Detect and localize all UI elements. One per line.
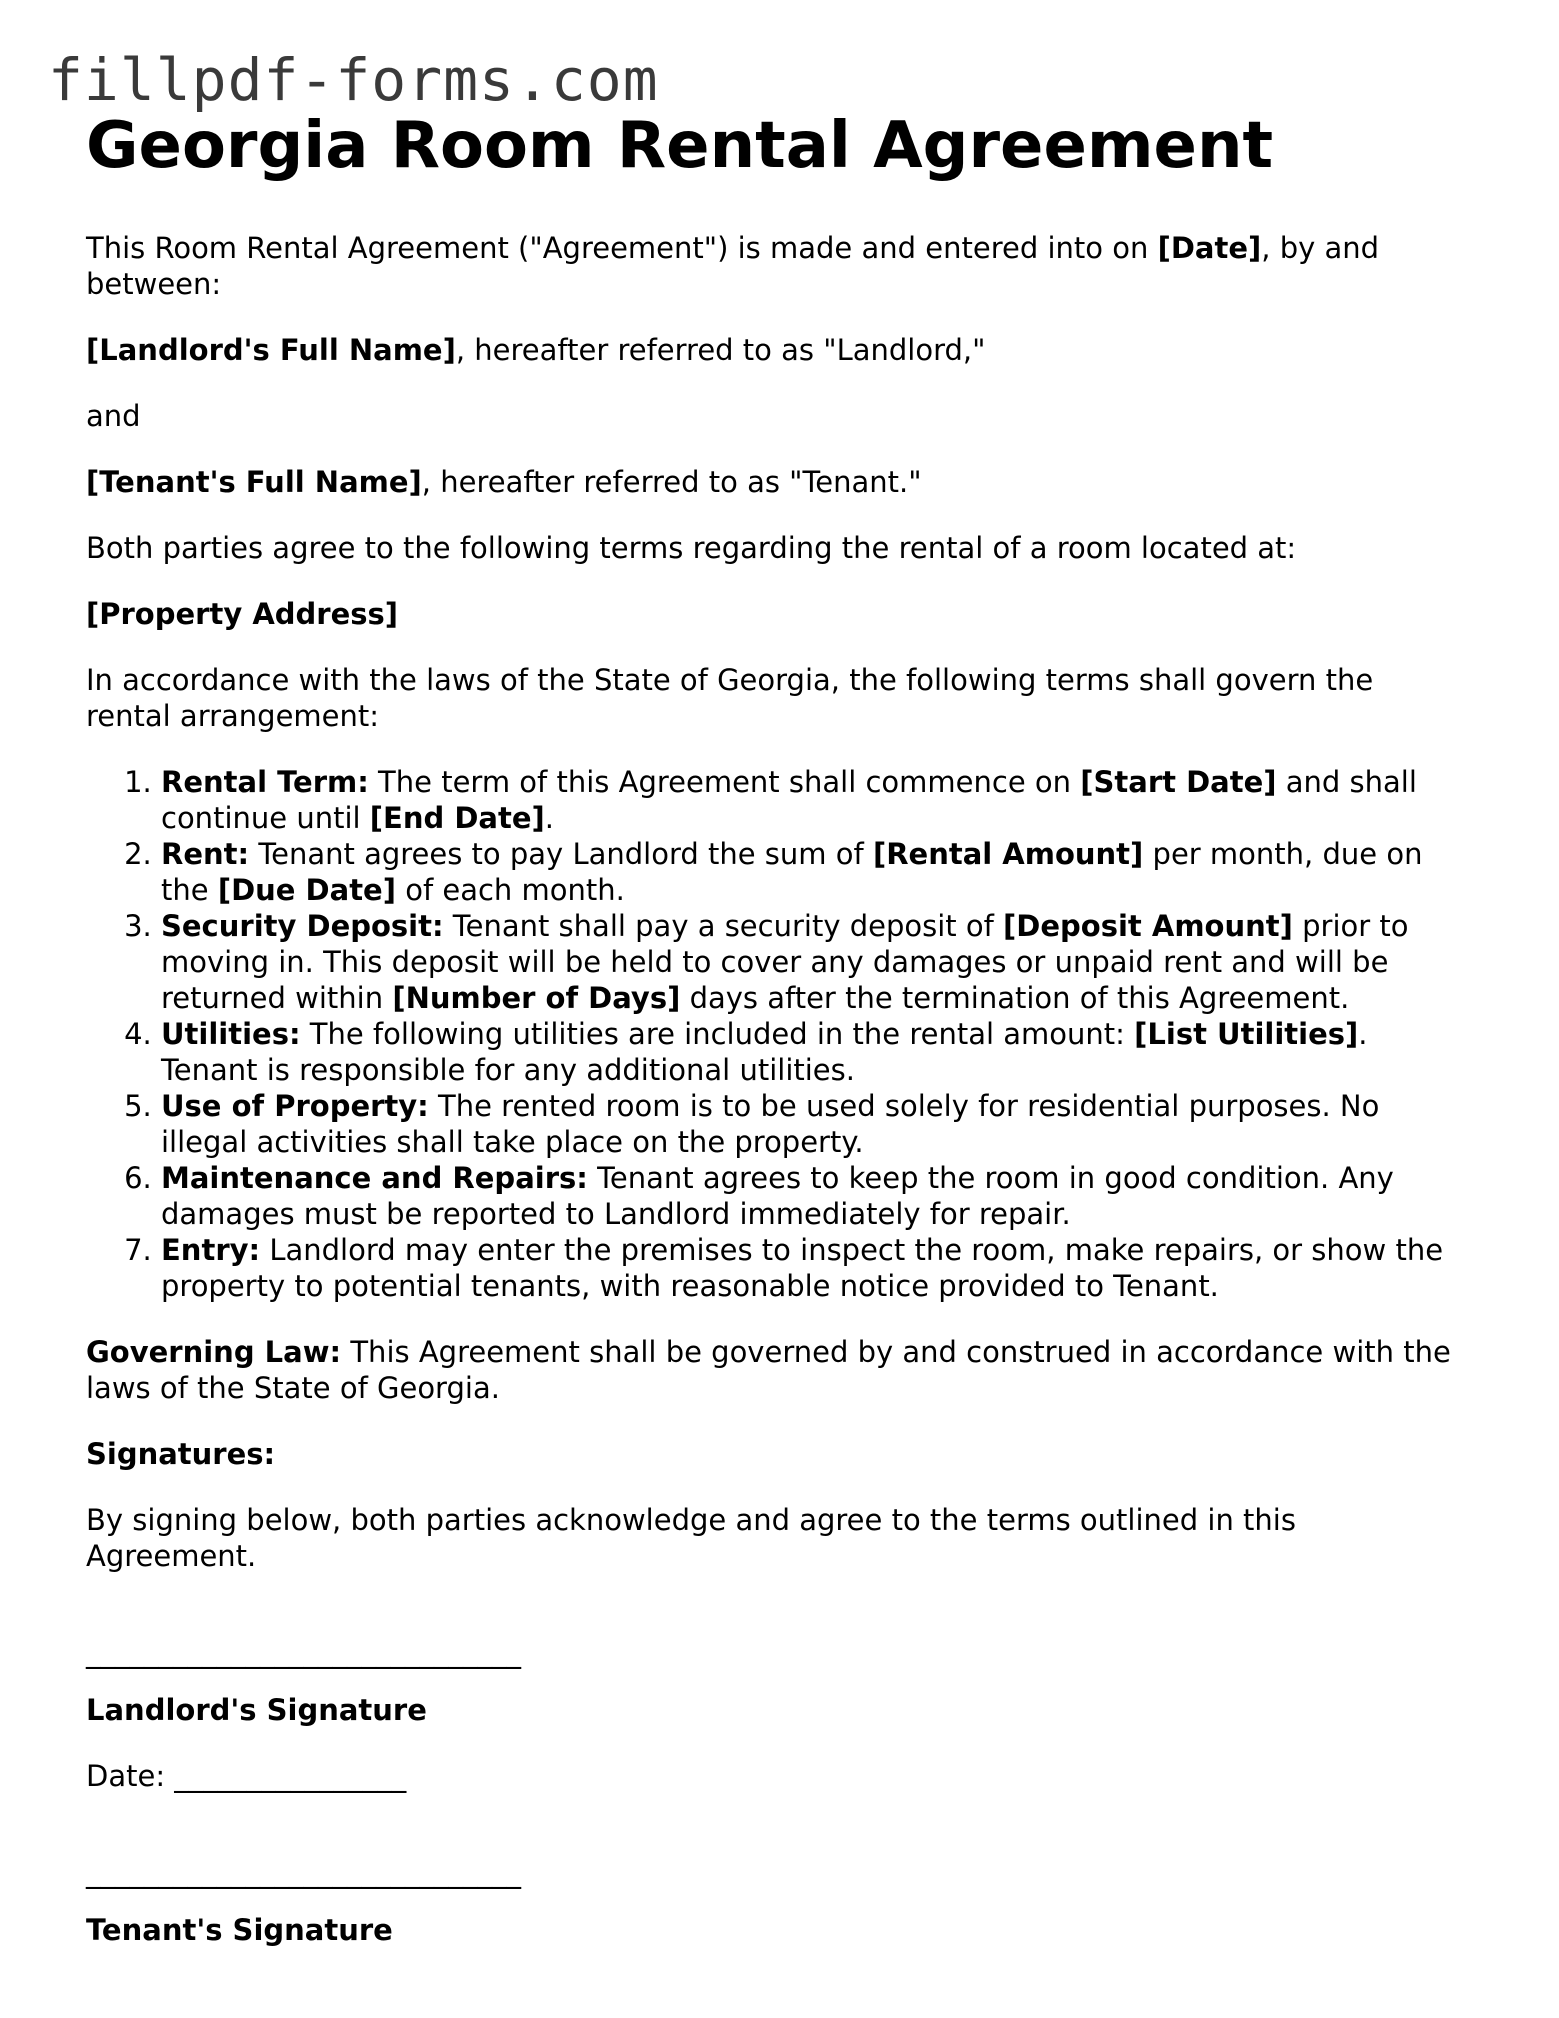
acknowledge-paragraph: By signing below, both parties acknowledge and agree to the terms outlined in this Agreement. (86, 1503, 1296, 1573)
term-security-deposit (161, 908, 1466, 1016)
tenant-name-placeholder: [Tenant's Full Name] (86, 465, 422, 499)
term-use-of-property (161, 1088, 1466, 1160)
landlord-paragraph (86, 332, 1466, 368)
document-title: Georgia Room Rental Agreement (86, 109, 1274, 183)
term-entry (161, 1232, 1466, 1304)
tenant-signature-label-text: Tenant's Signature (86, 1913, 393, 1947)
term-text: . (544, 801, 554, 835)
term-text: Tenant agrees to pay Landlord the sum of (249, 837, 873, 871)
and-text: and (86, 399, 141, 433)
terms-list (86, 764, 1466, 1304)
deposit-amount-placeholder: [Deposit Amount] (1003, 909, 1293, 943)
term-label: Utilities: (161, 1017, 301, 1051)
landlord-name-placeholder: [Landlord's Full Name] (86, 333, 456, 367)
term-text: days after the termination of this Agreement. (680, 981, 1350, 1015)
document-page (86, 104, 1466, 1978)
signatures-heading (86, 1436, 1466, 1472)
term-text: The term of this Agreement shall commence on (368, 765, 1081, 799)
term-label: Rental Term: (161, 765, 369, 799)
term-text: . Tenant is responsible for any additional utilities. (161, 1017, 1368, 1087)
watermark-text: fillpdf-forms.com (48, 46, 659, 114)
number-of-days-placeholder: [Number of Days] (392, 981, 681, 1015)
tenant-signature-label (86, 1912, 1466, 1948)
term-rental-term (161, 764, 1466, 836)
date-placeholder: [Date] (1157, 231, 1262, 265)
intro-paragraph (86, 230, 1466, 302)
term-text: prior to moving in. This deposit will be held to cover any damages or unpaid rent and will be returned within (161, 909, 1409, 1015)
term-label: Rent: (161, 837, 250, 871)
date-field[interactable]: Date: ________________ (86, 1759, 407, 1793)
landlord-reference-text: , hereafter referred to as "Landlord," (455, 333, 986, 367)
governing-law-text: This Agreement shall be governed by and construed in accordance with the laws of the State of Georgia. (86, 1335, 1451, 1405)
due-date-placeholder: [Due Date] (217, 873, 396, 907)
term-label: Security Deposit: (161, 909, 444, 943)
term-text: Tenant agrees to keep the room in good condition. Any damages must be reported to Landlord immediately for repair. (161, 1161, 1394, 1231)
governing-law-label: Governing Law: (86, 1335, 342, 1369)
property-address-placeholder (86, 596, 1466, 632)
term-maintenance (161, 1160, 1466, 1232)
start-date-placeholder: [Start Date] (1080, 765, 1277, 799)
property-address: [Property Address] (86, 597, 399, 631)
term-text: The rented room is to be used solely for residential purposes. No illegal activities shall take place on the property. (161, 1089, 1380, 1159)
term-text: of each month. (395, 873, 625, 907)
end-date-placeholder: [End Date] (369, 801, 545, 835)
tenant-signature-line[interactable]: ______________________________ (86, 1855, 521, 1889)
intro-text-end: , by and between: (86, 231, 1380, 301)
term-text: Landlord may enter the premises to inspect the room, make repairs, or show the property to potential tenants, with reasonable notice provided to Tenant. (161, 1233, 1444, 1303)
term-label: Entry: (161, 1233, 261, 1267)
term-text: and shall continue until (161, 765, 1417, 835)
term-rent (161, 836, 1466, 908)
landlord-signature-line[interactable]: ______________________________ (86, 1635, 521, 1669)
term-utilities (161, 1016, 1466, 1088)
term-text: per month, due on the (161, 837, 1423, 907)
governing-law-paragraph (86, 1334, 1466, 1406)
tenant-reference-text: , hereafter referred to as "Tenant." (421, 465, 922, 499)
parties-agree-paragraph: Both parties agree to the following terms regarding the rental of a room located at: (86, 531, 1297, 565)
term-label: Use of Property: (161, 1089, 429, 1123)
landlord-signature-label-text: Landlord's Signature (86, 1693, 427, 1727)
term-label: Maintenance and Repairs: (161, 1161, 588, 1195)
term-text: The following utilities are included in the rental amount: (300, 1017, 1135, 1051)
signatures-heading-text: Signatures: (86, 1437, 276, 1471)
landlord-signature-label (86, 1692, 1466, 1728)
accordance-paragraph: In accordance with the laws of the State of Georgia, the following terms shall govern the rental arrangement: (86, 663, 1374, 733)
term-text: Tenant shall pay a security deposit of (443, 909, 1004, 943)
tenant-paragraph (86, 464, 1466, 500)
intro-text: This Room Rental Agreement ("Agreement") is made and entered into on (86, 231, 1158, 265)
list-utilities-placeholder: [List Utilities] (1134, 1017, 1359, 1051)
rental-amount-placeholder: [Rental Amount] (872, 837, 1144, 871)
